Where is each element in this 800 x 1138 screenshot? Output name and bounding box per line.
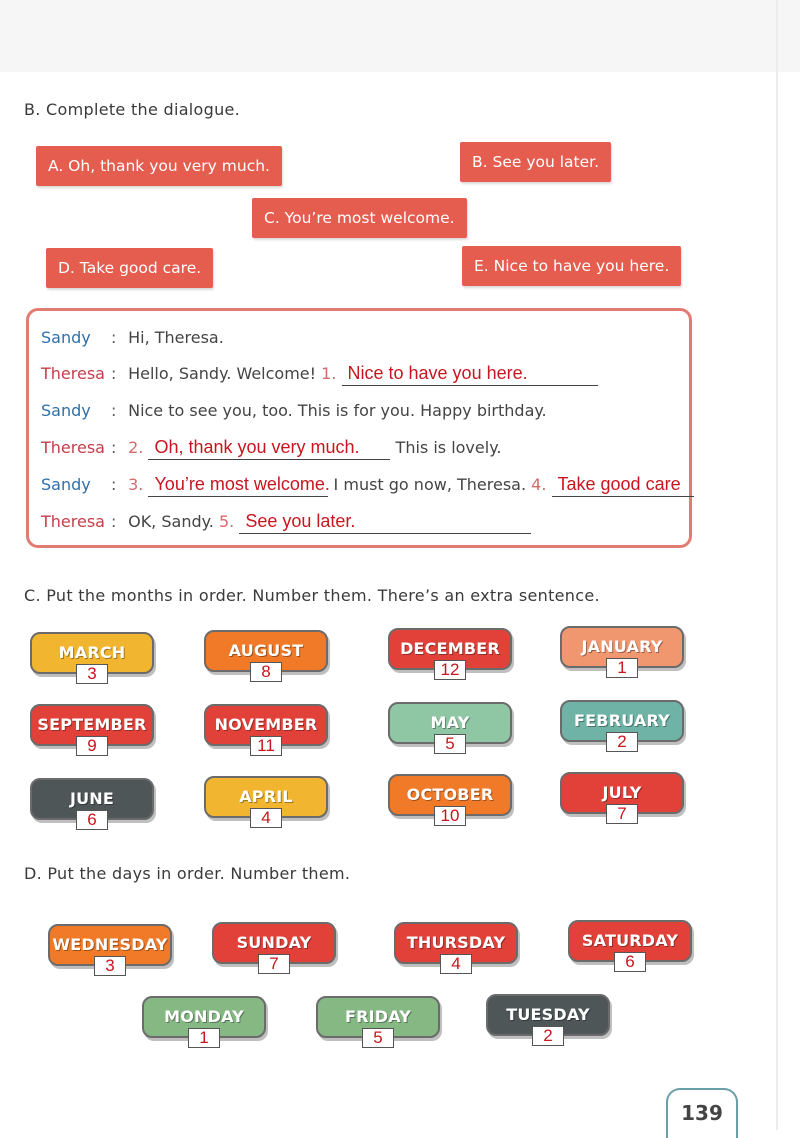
line-text: This is lovely. — [395, 438, 502, 457]
month-badge — [388, 774, 512, 825]
month-badge — [30, 778, 154, 829]
dialogue-line: Sandy : Nice to see you, too. This is for you. Happy birthday. — [41, 396, 547, 426]
month-label: JULY — [560, 772, 684, 814]
month-badge — [204, 630, 328, 681]
blank-number: 1. — [321, 364, 337, 383]
option-c: C. You’re most welcome. — [252, 198, 467, 238]
number-box[interactable]: 12 — [434, 660, 466, 680]
number-box[interactable]: 5 — [434, 734, 466, 754]
blank-number: 2. — [128, 438, 144, 457]
section-c-title: C. Put the months in order. Number them. There’s an extra sentence. — [24, 586, 600, 605]
dialogue-line: Sandy : 3. You’re most welcome. I must go now, Theresa. 4. Take good care — [41, 470, 694, 500]
line-text: Hello, Sandy. Welcome! — [128, 364, 317, 383]
number-box[interactable]: 9 — [76, 736, 108, 756]
day-label: THURSDAY — [394, 922, 518, 964]
number-box[interactable]: 5 — [362, 1028, 394, 1048]
day-badge — [212, 922, 336, 973]
speaker: Sandy — [41, 328, 91, 347]
speaker: Theresa — [41, 364, 105, 383]
month-badge — [388, 702, 512, 753]
blank-number: 4. — [531, 475, 547, 494]
number-box[interactable]: 2 — [606, 732, 638, 752]
day-badge — [568, 920, 692, 971]
month-label: DECEMBER — [388, 628, 512, 670]
number-box[interactable]: 1 — [606, 658, 638, 678]
day-badge — [316, 996, 440, 1047]
header-band — [0, 0, 800, 72]
option-a: A. Oh, thank you very much. — [36, 146, 282, 186]
dialogue-line: Theresa : OK, Sandy. 5. See you later. — [41, 507, 531, 537]
number-box[interactable]: 3 — [76, 664, 108, 684]
month-label: SEPTEMBER — [30, 704, 154, 746]
option-b: B. See you later. — [460, 142, 611, 182]
section-b-title: B. Complete the dialogue. — [24, 100, 241, 119]
number-box[interactable]: 7 — [606, 804, 638, 824]
month-label: OCTOBER — [388, 774, 512, 816]
dialogue-line: Theresa : Hello, Sandy. Welcome! 1. Nice to have you here. — [41, 359, 598, 389]
day-label: SATURDAY — [568, 920, 692, 962]
month-label: AUGUST — [204, 630, 328, 672]
day-label: MONDAY — [142, 996, 266, 1038]
number-box[interactable]: 3 — [94, 956, 126, 976]
number-box[interactable]: 4 — [250, 808, 282, 828]
month-badge — [204, 704, 328, 755]
month-badge — [30, 704, 154, 755]
line-text: Hi, Theresa. — [128, 328, 224, 347]
day-label: WEDNESDAY — [48, 924, 172, 966]
number-box[interactable]: 6 — [614, 952, 646, 972]
answer-blank[interactable]: Nice to have you here. — [342, 361, 598, 386]
blank-number: 3. — [128, 475, 144, 494]
answer-blank[interactable]: Oh, thank you very much. — [148, 435, 390, 460]
day-badge — [48, 924, 172, 975]
number-box[interactable]: 6 — [76, 810, 108, 830]
number-box[interactable]: 10 — [434, 806, 466, 826]
month-label: FEBRUARY — [560, 700, 684, 742]
line-text: I must go now, Theresa. — [333, 475, 527, 494]
number-box[interactable]: 7 — [258, 954, 290, 974]
number-box[interactable]: 4 — [440, 954, 472, 974]
dialogue-line: Sandy : Hi, Theresa. — [41, 323, 224, 353]
number-box[interactable]: 2 — [532, 1026, 564, 1046]
month-label: NOVEMBER — [204, 704, 328, 746]
month-badge — [388, 628, 512, 679]
number-box[interactable]: 8 — [250, 662, 282, 682]
number-box[interactable]: 11 — [250, 736, 282, 756]
day-label: FRIDAY — [316, 996, 440, 1038]
blank-number: 5. — [218, 512, 235, 531]
month-label: MAY — [388, 702, 512, 744]
line-text: OK, Sandy. — [128, 512, 214, 531]
line-text: Nice to see you, too. This is for you. Happy birthday. — [128, 401, 547, 420]
day-label: TUESDAY — [486, 994, 610, 1036]
month-label: JANUARY — [560, 626, 684, 668]
speaker: Sandy — [41, 401, 91, 420]
day-badge — [142, 996, 266, 1047]
dialogue-box — [26, 308, 692, 548]
option-d: D. Take good care. — [46, 248, 213, 288]
answer-blank[interactable]: You’re most welcome. — [148, 472, 328, 497]
option-e: E. Nice to have you here. — [462, 246, 681, 286]
answer-blank[interactable]: Take good care — [552, 472, 694, 497]
month-label: JUNE — [30, 778, 154, 820]
month-label: MARCH — [30, 632, 154, 674]
month-label: APRIL — [204, 776, 328, 818]
page-number: 139 — [666, 1088, 738, 1138]
answer-blank[interactable]: See you later. — [239, 509, 531, 534]
month-badge — [560, 626, 684, 677]
dialogue-line: Theresa : 2. Oh, thank you very much. This is lovely. — [41, 433, 501, 463]
number-box[interactable]: 1 — [188, 1028, 220, 1048]
day-badge — [486, 994, 610, 1045]
day-badge — [394, 922, 518, 973]
speaker: Theresa — [41, 512, 105, 531]
month-badge — [560, 772, 684, 823]
month-badge — [204, 776, 328, 827]
month-badge — [30, 632, 154, 683]
page-edge — [776, 0, 778, 1130]
speaker: Sandy — [41, 475, 91, 494]
section-d-title: D. Put the days in order. Number them. — [24, 864, 351, 883]
month-badge — [560, 700, 684, 751]
day-label: SUNDAY — [212, 922, 336, 964]
speaker: Theresa — [41, 438, 105, 457]
